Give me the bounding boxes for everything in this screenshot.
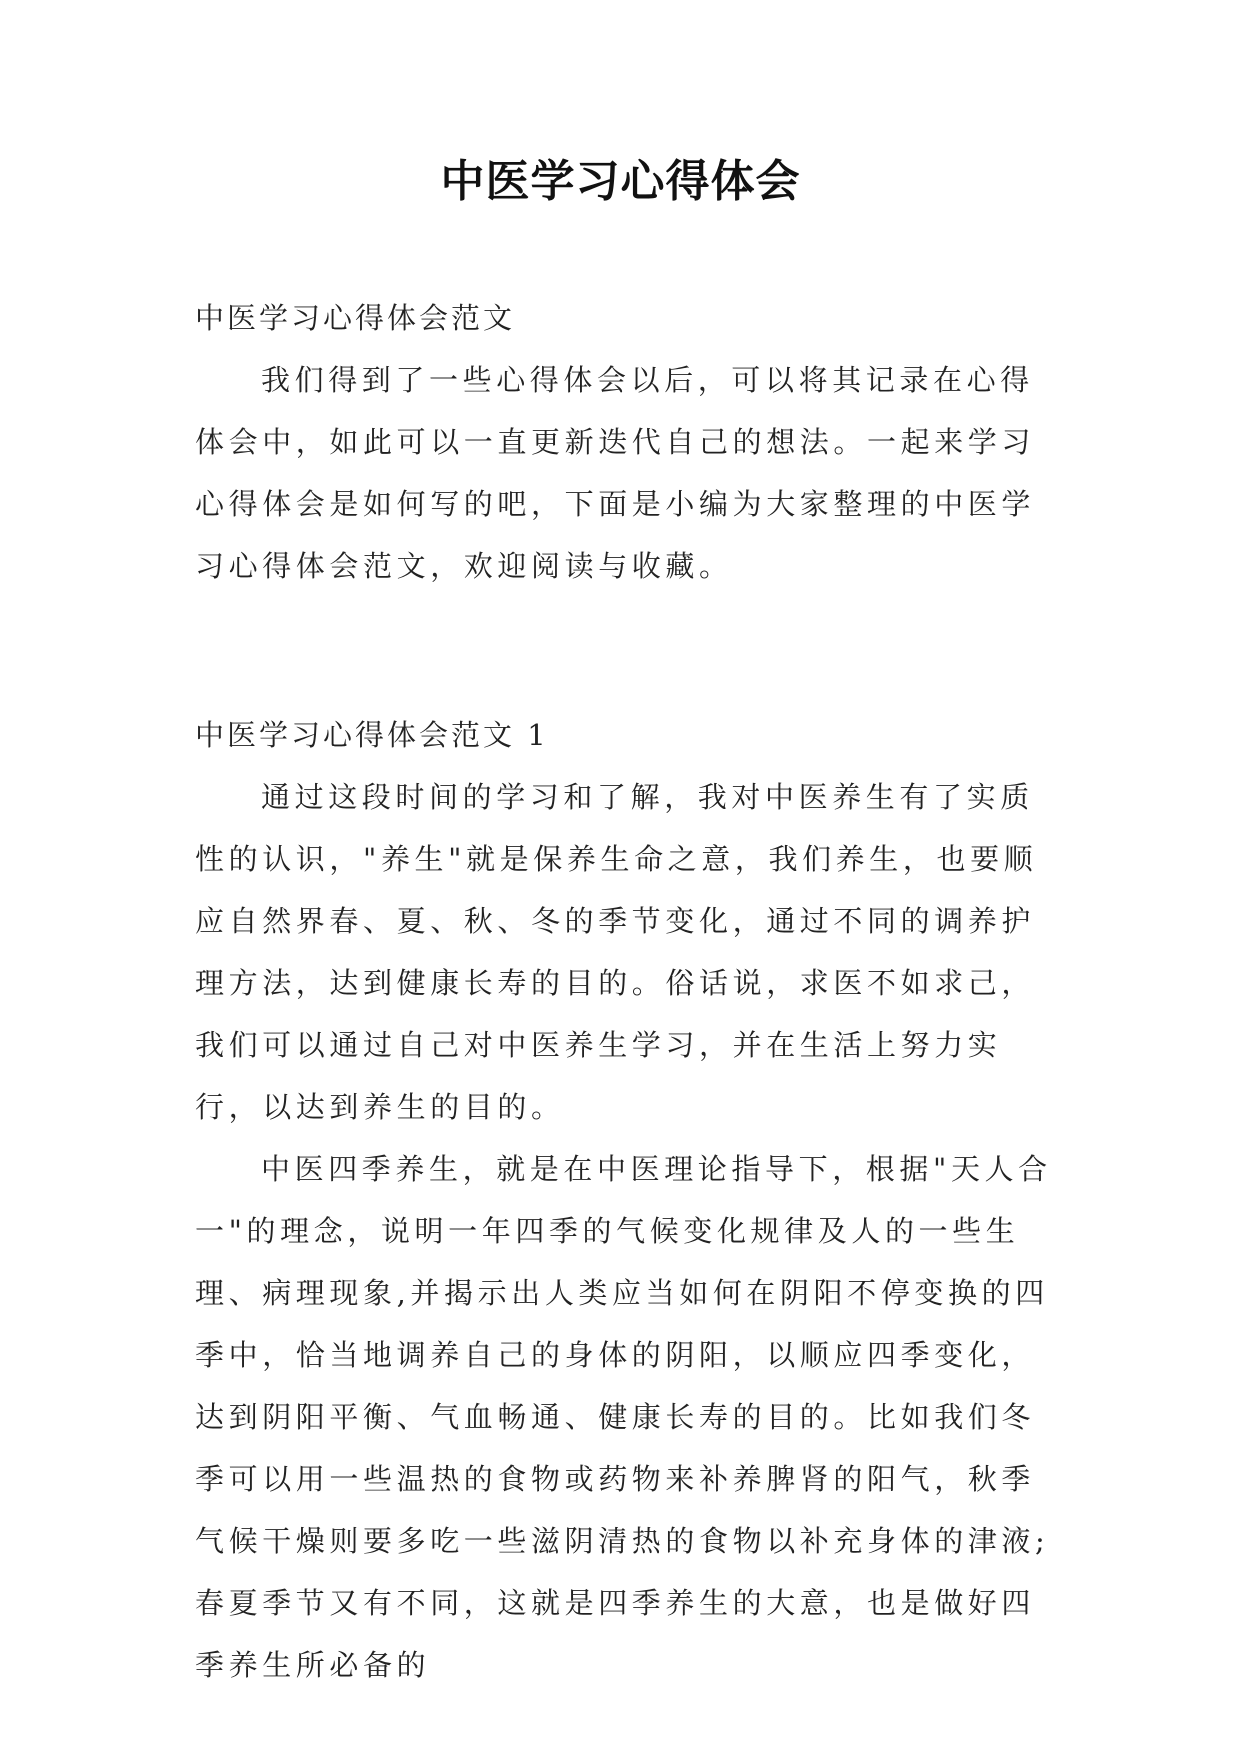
intro-heading: 中医学习心得体会范文	[195, 301, 516, 335]
section-1-heading: 中医学习心得体会范文 1	[195, 718, 549, 752]
section-1-paragraph: 中医四季养生，就是在中医理论指导下，根据"天人合一"的理念，说明一年四季的气候变化规律及人的一些生理、病理现象,并揭示出人类应当如何在阴阳不停变换的四季中，恰当地调养自己的身体的阴阳，以顺应四季变化，达到阴阳平衡、气血畅通、健康长寿的目的。比如我们冬季可以用一些温热的食物或药物来补养脾肾的阳气，秋季气候干燥则要多吃一些滋阴清热的食物以补充身体的津液;春夏季节又有不同，这就是四季养生的大意，也是做好四季养生所必备的	[195, 1152, 1052, 1682]
document-title: 中医学习心得体会	[440, 156, 801, 207]
section-1	[195, 704, 1055, 1696]
intro-paragraph: 我们得到了一些心得体会以后，可以将其记录在心得体会中，如此可以一直更新迭代自己的想法。一起来学习心得体会是如何写的吧，下面是小编为大家整理的中医学习心得体会范文，欢迎阅读与收藏。	[195, 363, 1036, 583]
section-1-paragraph: 通过这段时间的学习和了解，我对中医养生有了实质性的认识，"养生"就是保养生命之意，我们养生，也要顺应自然界春、夏、秋、冬的季节变化，通过不同的调养护理方法，达到健康长寿的目的。俗话说，求医不如求己，我们可以通过自己对中医养生学习，并在生活上努力实行，以达到养生的目的。	[195, 780, 1038, 1124]
intro-section	[195, 287, 1055, 597]
